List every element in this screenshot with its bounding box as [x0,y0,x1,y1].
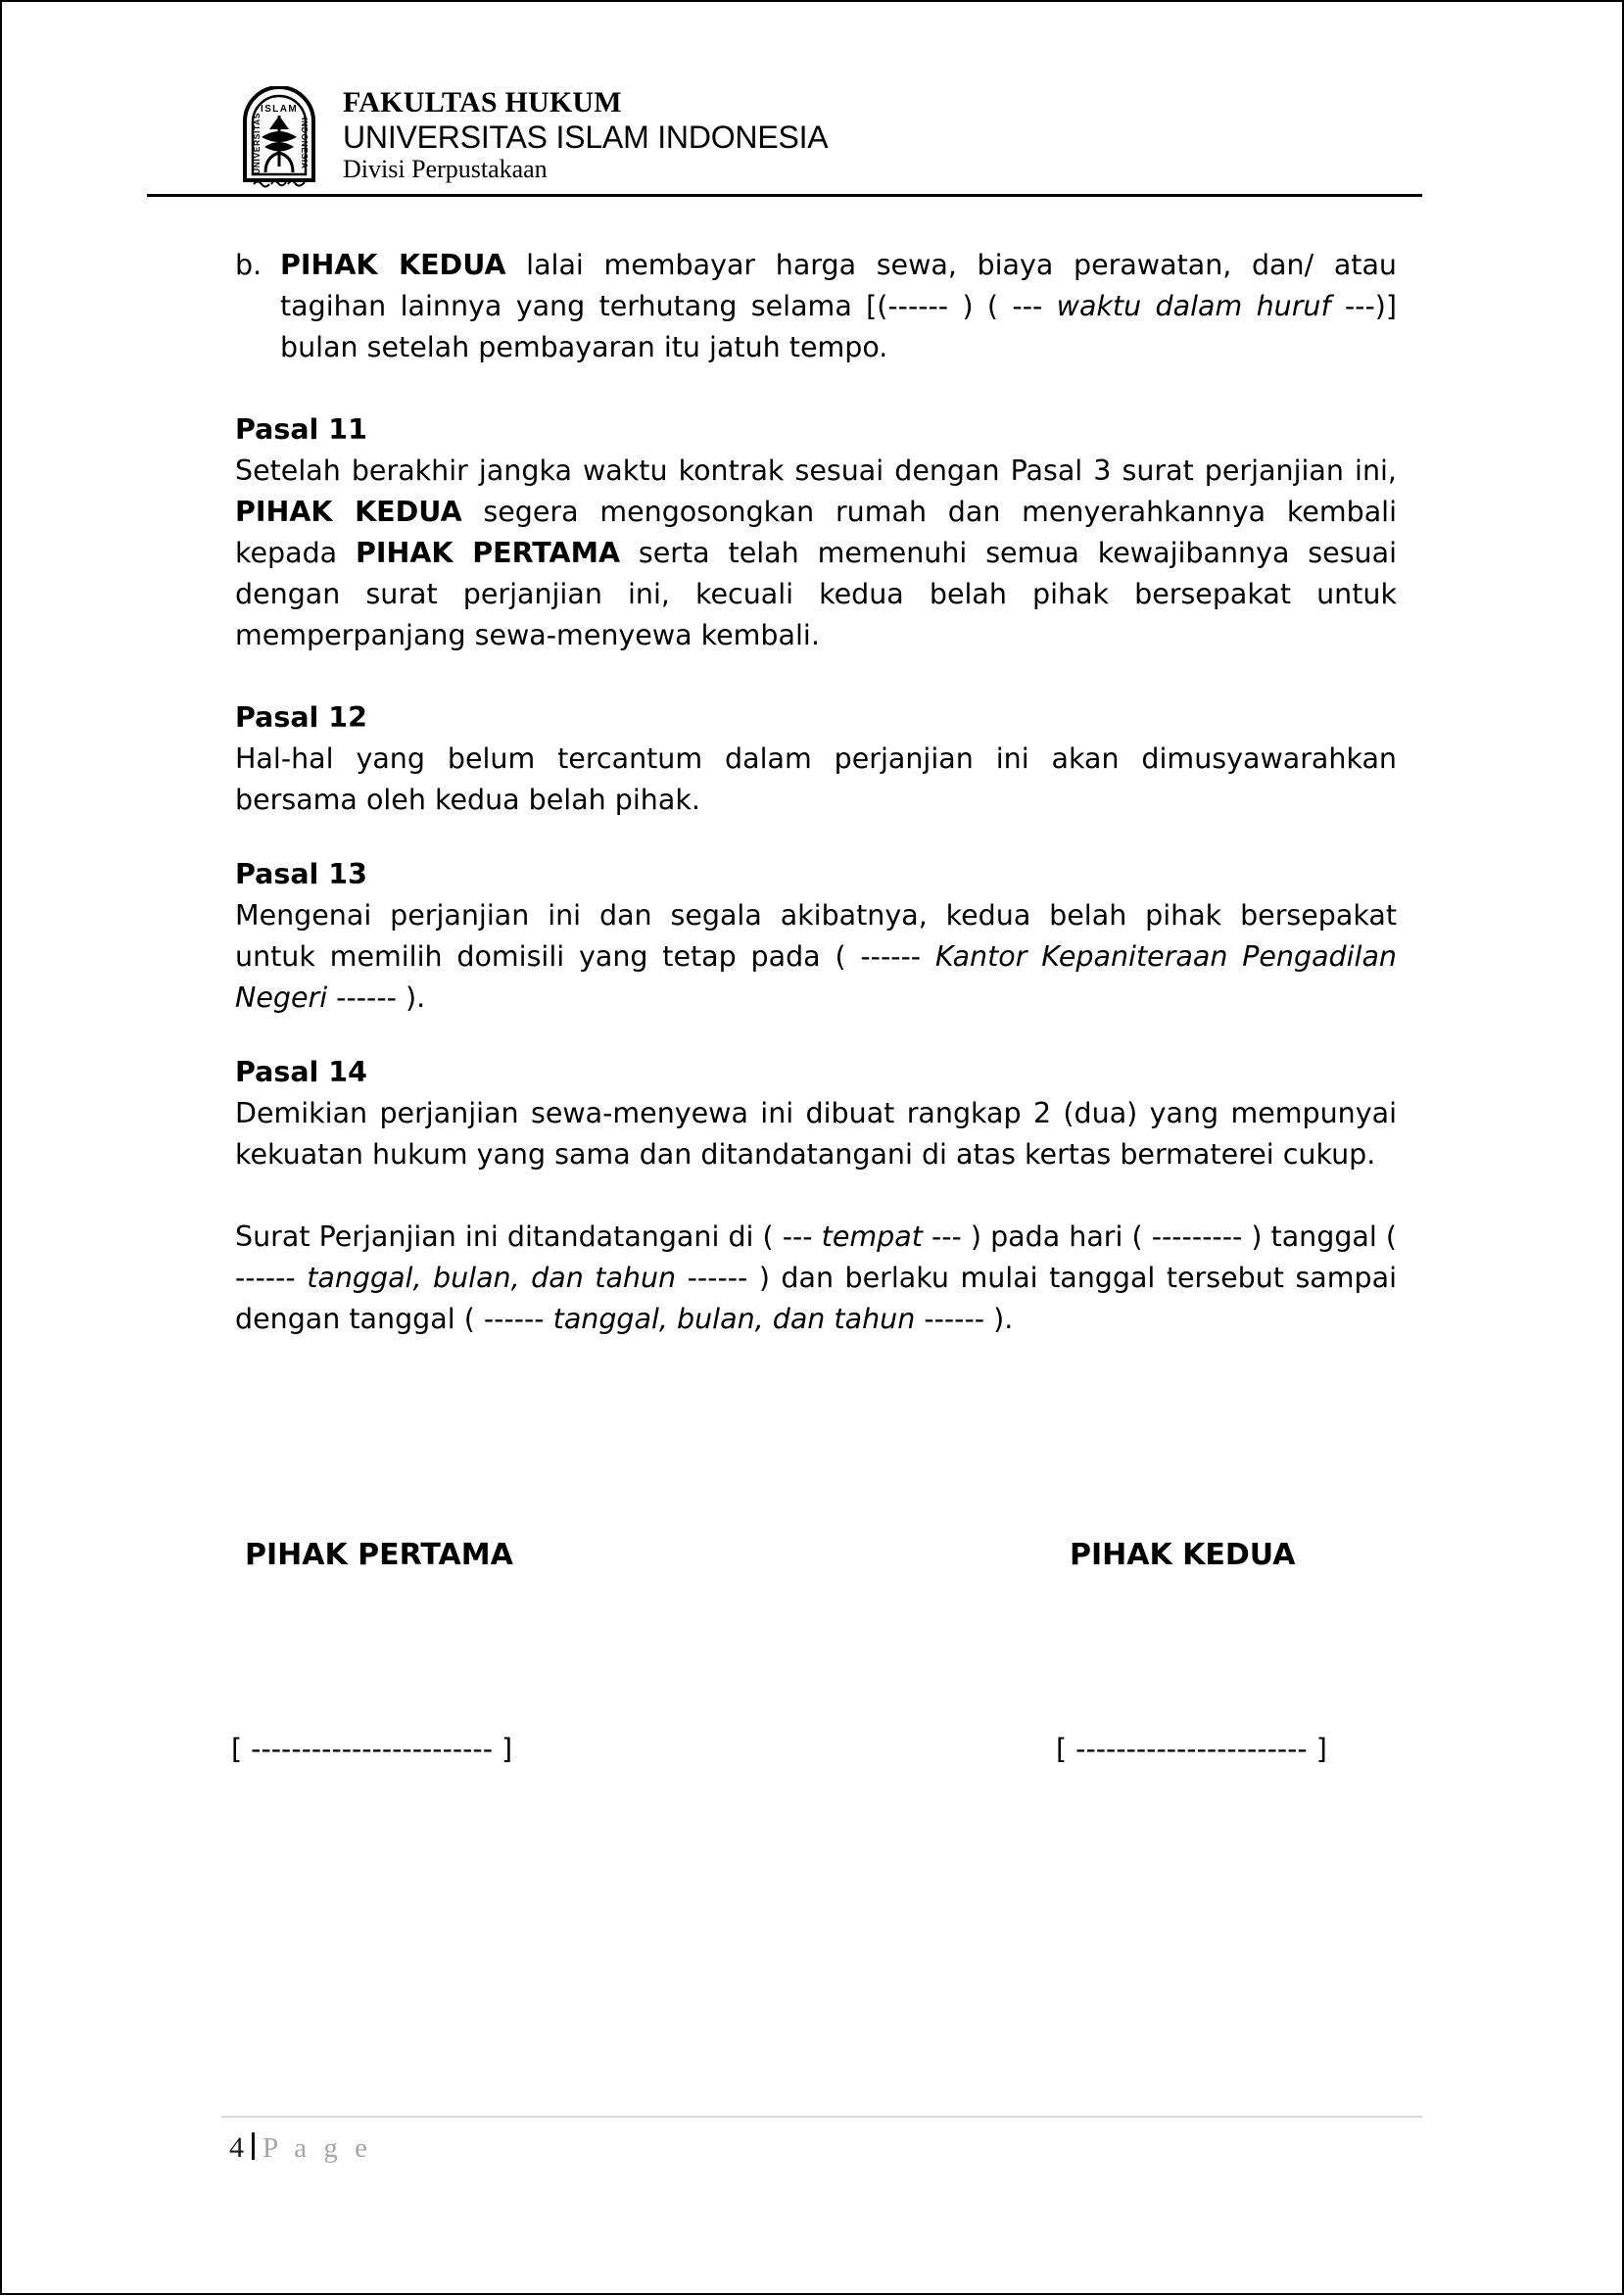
spacer [235,368,1397,409]
clause-b-italic: waktu dalam huruf [1056,290,1331,322]
signature-title-second-party: PIHAK KEDUA [1070,1538,1296,1572]
closing-t5: ------ ). [915,1303,1014,1335]
list-item [235,245,1397,368]
closing-i1: tempat [821,1220,923,1253]
document-body [235,245,1397,1340]
closing-i3: tanggal, bulan, [552,1303,764,1335]
closing-text [235,1217,1397,1340]
clause-b-text [280,245,1397,368]
spacer [235,821,1397,854]
signature-lines-row [231,1730,1397,1779]
closing-t1: Surat Perjanjian ini ditandatangani di ( --- [235,1220,822,1253]
pasal-11-t2: segera mengosongkan rumah dan menyerahkannya kembali kepada [235,496,1397,569]
clause-b-t4: ---)] bulan setelah pembayaran itu jatuh tempo. [280,290,1397,363]
closing-t4 [764,1303,773,1335]
footer-divider [221,2116,1422,2118]
signature-title-first-party: PIHAK PERTAMA [245,1538,513,1572]
spacer [235,1019,1397,1052]
svg-text:UNIVERSITAS: UNIVERSITAS [252,112,262,174]
signature-titles-row [235,1536,1397,1581]
pasal-13-text [235,895,1397,1019]
uii-logo-svg [237,86,321,188]
pasal-13-heading: Pasal 13 [235,858,367,890]
svg-text:ISLAM: ISLAM [260,104,299,115]
page-number: 4 [229,2131,244,2164]
pasal-11-t1: Setelah berakhir jangka waktu kontrak sesuai dengan Pasal 3 surat perjanjian ini, [235,454,1397,487]
list-item-body [280,245,1397,368]
pasal-13-t1: Mengenai perjanjian ini dan segala akibatnya, kedua belah pihak bersepakat untuk memilih domisili yang tetap pada ( ------ [235,899,1397,973]
pasal-11-b1: PIHAK KEDUA [235,496,462,528]
pasal-11-text [235,451,1397,656]
letterhead-text [343,86,828,184]
footer-separator-bar [252,2132,255,2160]
signature-line-second-party: [ ----------------------- ] [1056,1733,1327,1765]
pasal-12-text: Hal-hal yang belum tercantum dalam perjanjian ini akan dimusyawarahkan bersama oleh kedua belah pihak. [235,742,1397,816]
closing-i4: dan tahun [772,1303,916,1335]
spacer [235,1175,1397,1217]
pasal-13-t2: ------ ). [327,981,426,1014]
pasal-13-i1: Kantor Kepaniteraan Pengadilan Negeri [235,940,1397,1014]
division-name: Divisi Perpustakaan [343,155,548,183]
signature-line-first-party: [ ------------------------ ] [231,1733,513,1765]
closing-t2: --- ) pada hari ( --------- ) tanggal ( ------ [235,1220,1397,1294]
spacer [235,656,1397,697]
university-name: UNIVERSITAS ISLAM INDONESIA [343,120,829,155]
uii-logo [237,86,321,188]
clause-b-t2: lalai membayar harga sewa, biaya perawatan, dan/ atau tagihan lainnya yang terhutang selama [(------ ) ( --- [280,249,1397,322]
list-marker-b: b. [235,249,263,281]
pasal-14-heading: Pasal 14 [235,1056,367,1088]
faculty-name: FAKULTAS HUKUM [343,86,622,119]
signature-block [231,1536,1397,1779]
clause-b-bold: PIHAK KEDUA [280,249,506,281]
page-word-label: P a g e [263,2132,373,2164]
svg-text:INDONESIA: INDONESIA [300,118,310,169]
closing-t3: ------ ) dan berlaku mulai tanggal tersebut sampai dengan tanggal ( ------ [235,1262,1398,1335]
pasal-14-text: Demikian perjanjian sewa-menyewa ini dibuat rangkap 2 (dua) yang mempunyai kekuatan hukum yang sama dan ditandatangani di atas kertas bermaterei cukup. [235,1097,1397,1171]
letterhead [147,86,1422,190]
closing-i2: tanggal, bulan, dan tahun [307,1262,677,1294]
header-divider [147,194,1422,197]
pasal-11-heading: Pasal 11 [235,413,367,446]
pasal-11-b2: PIHAK PERTAMA [356,537,621,569]
pasal-12-heading: Pasal 12 [235,701,367,734]
page-footer [229,2129,372,2165]
pasal-11-t3: serta telah memenuhi semua kewajibannya sesuai dengan surat perjanjian ini, kecuali kedua belah pihak bersepakat untuk memperpanjang sewa-menyewa kembali. [235,537,1397,651]
